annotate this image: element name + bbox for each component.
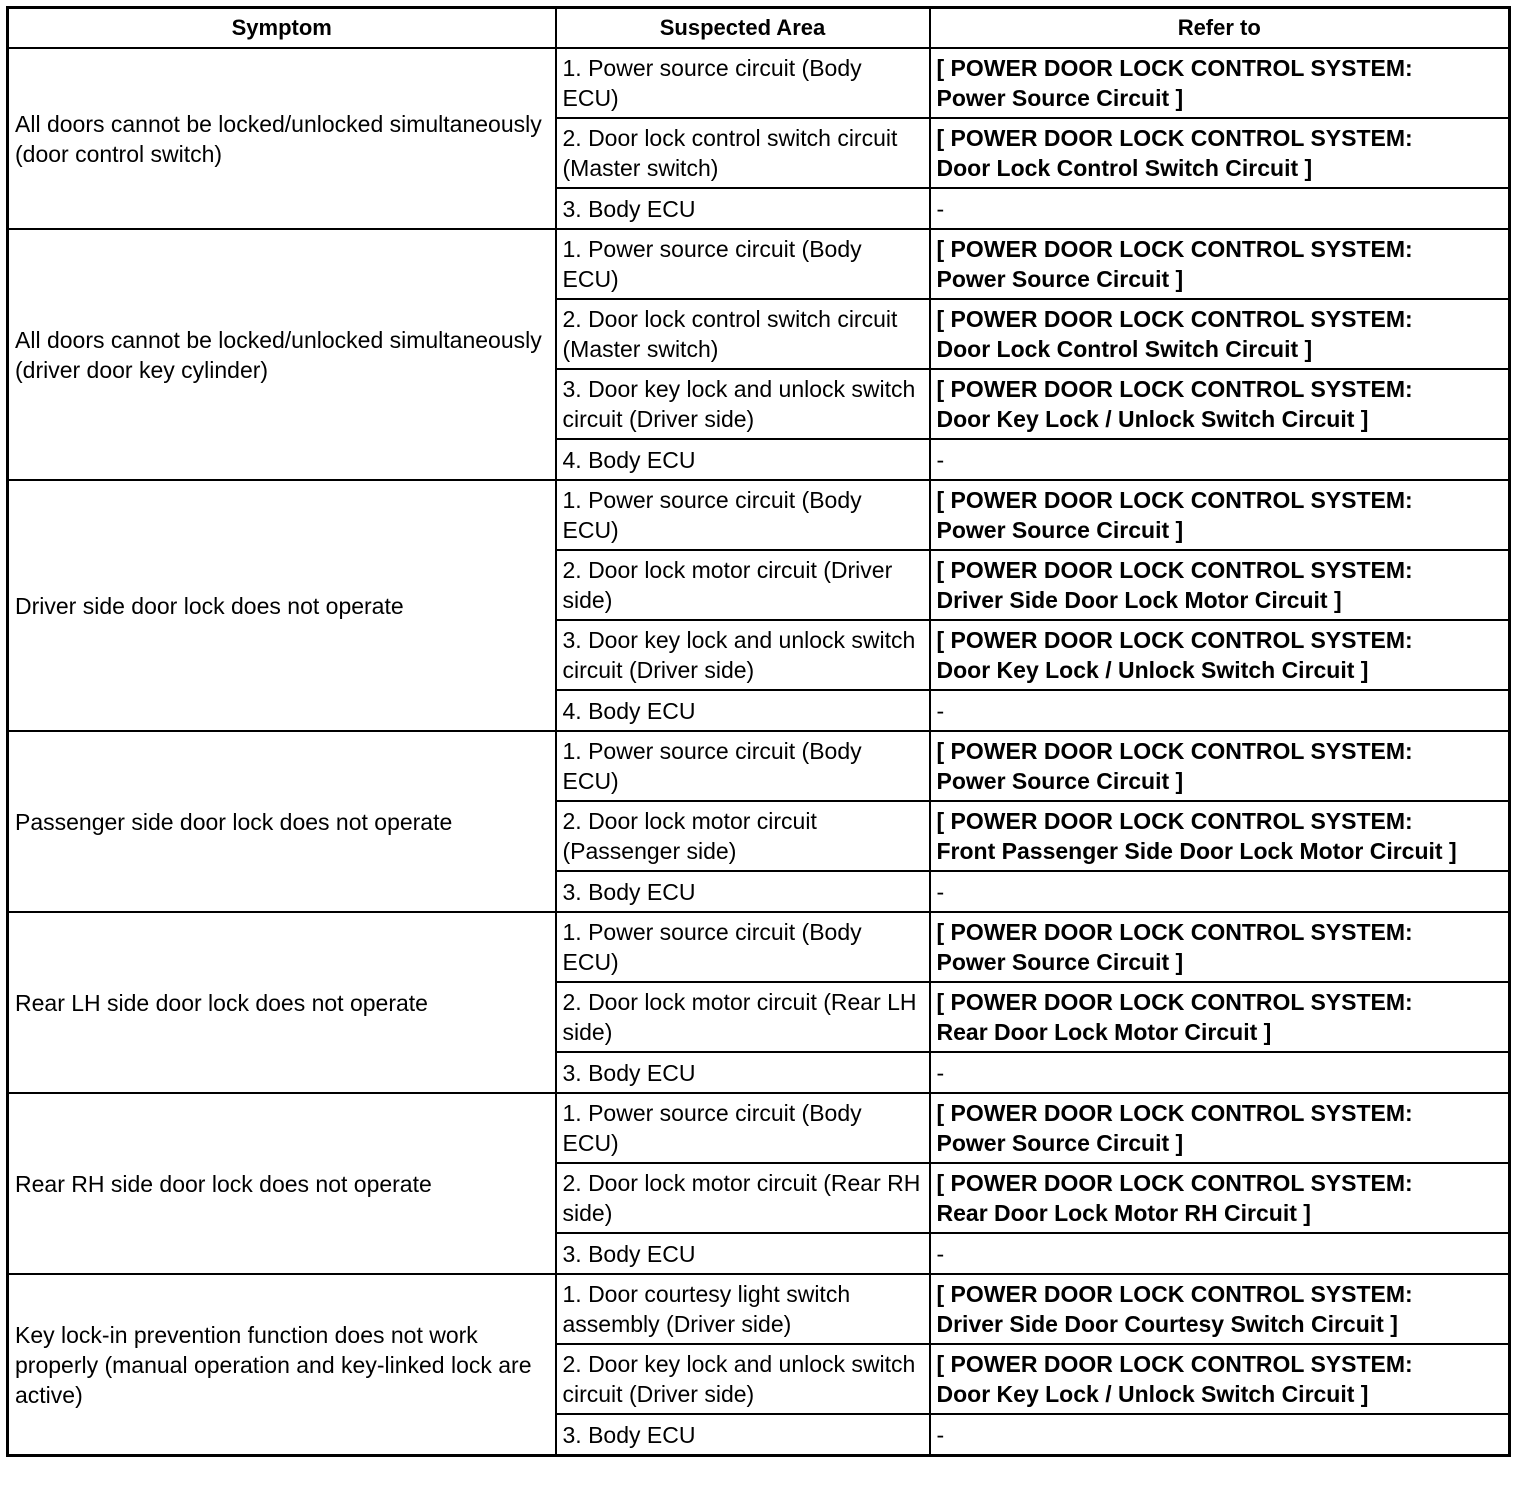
refer-to-circuit-line: Door Key Lock / Unlock Switch Circuit ]	[936, 406, 1369, 432]
refer-to-cell	[930, 731, 1510, 801]
suspected-area-cell: 1. Door courtesy light switch assembly (Driver side)	[556, 1274, 930, 1344]
refer-to-cell	[930, 1093, 1510, 1163]
table-row	[8, 48, 1510, 118]
refer-to-circuit-line: Door Key Lock / Unlock Switch Circuit ]	[936, 657, 1369, 683]
suspected-area-cell: 1. Power source circuit (Body ECU)	[556, 1093, 930, 1163]
symptom-cell: Rear LH side door lock does not operate	[8, 912, 556, 1093]
refer-to-system-line: [ POWER DOOR LOCK CONTROL SYSTEM:	[936, 376, 1413, 402]
refer-to-circuit-line: Door Lock Control Switch Circuit ]	[936, 155, 1313, 181]
suspected-area-cell: 1. Power source circuit (Body ECU)	[556, 48, 930, 118]
refer-to-cell: -	[930, 188, 1510, 229]
refer-to-circuit-line: Front Passenger Side Door Lock Motor Circuit ]	[936, 838, 1457, 864]
refer-to-system-line: [ POWER DOOR LOCK CONTROL SYSTEM:	[936, 55, 1413, 81]
suspected-area-cell: 2. Door lock motor circuit (Rear RH side)	[556, 1163, 930, 1233]
symptom-cell: Rear RH side door lock does not operate	[8, 1093, 556, 1274]
refer-to-system-line: [ POWER DOOR LOCK CONTROL SYSTEM:	[936, 125, 1413, 151]
refer-to-cell: -	[930, 1052, 1510, 1093]
header-suspected-area: Suspected Area	[556, 8, 930, 49]
suspected-area-cell: 3. Body ECU	[556, 188, 930, 229]
refer-to-system-line: [ POWER DOOR LOCK CONTROL SYSTEM:	[936, 1100, 1413, 1126]
refer-to-cell	[930, 1163, 1510, 1233]
suspected-area-cell: 1. Power source circuit (Body ECU)	[556, 912, 930, 982]
refer-to-cell: -	[930, 690, 1510, 731]
symptom-cell: All doors cannot be locked/unlocked simultaneously (driver door key cylinder)	[8, 229, 556, 480]
suspected-area-cell: 3. Body ECU	[556, 1233, 930, 1274]
refer-to-system-line: [ POWER DOOR LOCK CONTROL SYSTEM:	[936, 738, 1413, 764]
refer-to-circuit-line: Driver Side Door Lock Motor Circuit ]	[936, 587, 1342, 613]
refer-to-system-line: [ POWER DOOR LOCK CONTROL SYSTEM:	[936, 919, 1413, 945]
refer-to-system-line: [ POWER DOOR LOCK CONTROL SYSTEM:	[936, 808, 1413, 834]
refer-to-circuit-line: Rear Door Lock Motor Circuit ]	[936, 1019, 1272, 1045]
suspected-area-cell: 2. Door key lock and unlock switch circuit (Driver side)	[556, 1344, 930, 1414]
table-row	[8, 480, 1510, 550]
suspected-area-cell: 3. Body ECU	[556, 871, 930, 912]
refer-to-circuit-line: Door Lock Control Switch Circuit ]	[936, 336, 1313, 362]
refer-to-cell	[930, 550, 1510, 620]
refer-to-cell	[930, 299, 1510, 369]
symptom-cell: Key lock-in prevention function does not work properly (manual operation and key-linked lock are active)	[8, 1274, 556, 1456]
table-row	[8, 912, 1510, 982]
refer-to-system-line: [ POWER DOOR LOCK CONTROL SYSTEM:	[936, 236, 1413, 262]
refer-to-circuit-line: Power Source Circuit ]	[936, 85, 1184, 111]
symptom-cell: Driver side door lock does not operate	[8, 480, 556, 731]
refer-to-system-line: [ POWER DOOR LOCK CONTROL SYSTEM:	[936, 1281, 1413, 1307]
refer-to-system-line: [ POWER DOOR LOCK CONTROL SYSTEM:	[936, 1351, 1413, 1377]
refer-to-cell	[930, 48, 1510, 118]
refer-to-circuit-line: Power Source Circuit ]	[936, 1130, 1184, 1156]
suspected-area-cell: 4. Body ECU	[556, 690, 930, 731]
refer-to-circuit-line: Door Key Lock / Unlock Switch Circuit ]	[936, 1381, 1369, 1407]
suspected-area-cell: 1. Power source circuit (Body ECU)	[556, 731, 930, 801]
refer-to-cell	[930, 480, 1510, 550]
table-row	[8, 731, 1510, 801]
refer-to-cell	[930, 1344, 1510, 1414]
refer-to-cell	[930, 369, 1510, 439]
suspected-area-cell: 3. Door key lock and unlock switch circuit (Driver side)	[556, 620, 930, 690]
refer-to-system-line: [ POWER DOOR LOCK CONTROL SYSTEM:	[936, 627, 1413, 653]
refer-to-circuit-line: Rear Door Lock Motor RH Circuit ]	[936, 1200, 1311, 1226]
refer-to-system-line: [ POWER DOOR LOCK CONTROL SYSTEM:	[936, 1170, 1413, 1196]
refer-to-system-line: [ POWER DOOR LOCK CONTROL SYSTEM:	[936, 306, 1413, 332]
suspected-area-cell: 2. Door lock motor circuit (Rear LH side)	[556, 982, 930, 1052]
problem-symptoms-table	[6, 6, 1511, 1457]
suspected-area-cell: 3. Body ECU	[556, 1052, 930, 1093]
suspected-area-cell: 2. Door lock motor circuit (Passenger side)	[556, 801, 930, 871]
table-body	[8, 48, 1510, 1456]
suspected-area-cell: 1. Power source circuit (Body ECU)	[556, 229, 930, 299]
header-refer-to: Refer to	[930, 8, 1510, 49]
refer-to-cell	[930, 229, 1510, 299]
refer-to-system-line: [ POWER DOOR LOCK CONTROL SYSTEM:	[936, 487, 1413, 513]
refer-to-circuit-line: Power Source Circuit ]	[936, 949, 1184, 975]
refer-to-cell: -	[930, 1233, 1510, 1274]
refer-to-cell: -	[930, 1414, 1510, 1456]
refer-to-cell	[930, 982, 1510, 1052]
suspected-area-cell: 2. Door lock control switch circuit (Master switch)	[556, 299, 930, 369]
refer-to-system-line: [ POWER DOOR LOCK CONTROL SYSTEM:	[936, 989, 1413, 1015]
suspected-area-cell: 4. Body ECU	[556, 439, 930, 480]
suspected-area-cell: 3. Body ECU	[556, 1414, 930, 1456]
table-row	[8, 229, 1510, 299]
suspected-area-cell: 1. Power source circuit (Body ECU)	[556, 480, 930, 550]
suspected-area-cell: 2. Door lock control switch circuit (Master switch)	[556, 118, 930, 188]
suspected-area-cell: 2. Door lock motor circuit (Driver side)	[556, 550, 930, 620]
refer-to-circuit-line: Power Source Circuit ]	[936, 266, 1184, 292]
symptom-cell: All doors cannot be locked/unlocked simultaneously (door control switch)	[8, 48, 556, 229]
refer-to-cell	[930, 1274, 1510, 1344]
refer-to-cell	[930, 801, 1510, 871]
table-row	[8, 1274, 1510, 1344]
refer-to-system-line: [ POWER DOOR LOCK CONTROL SYSTEM:	[936, 557, 1413, 583]
suspected-area-cell: 3. Door key lock and unlock switch circuit (Driver side)	[556, 369, 930, 439]
refer-to-cell	[930, 912, 1510, 982]
refer-to-cell	[930, 620, 1510, 690]
refer-to-circuit-line: Power Source Circuit ]	[936, 768, 1184, 794]
header-symptom: Symptom	[8, 8, 556, 49]
refer-to-circuit-line: Power Source Circuit ]	[936, 517, 1184, 543]
refer-to-cell	[930, 118, 1510, 188]
refer-to-circuit-line: Driver Side Door Courtesy Switch Circuit ]	[936, 1311, 1398, 1337]
refer-to-cell: -	[930, 871, 1510, 912]
table-row	[8, 1093, 1510, 1163]
header-row	[8, 8, 1510, 49]
refer-to-cell: -	[930, 439, 1510, 480]
symptom-cell: Passenger side door lock does not operate	[8, 731, 556, 912]
